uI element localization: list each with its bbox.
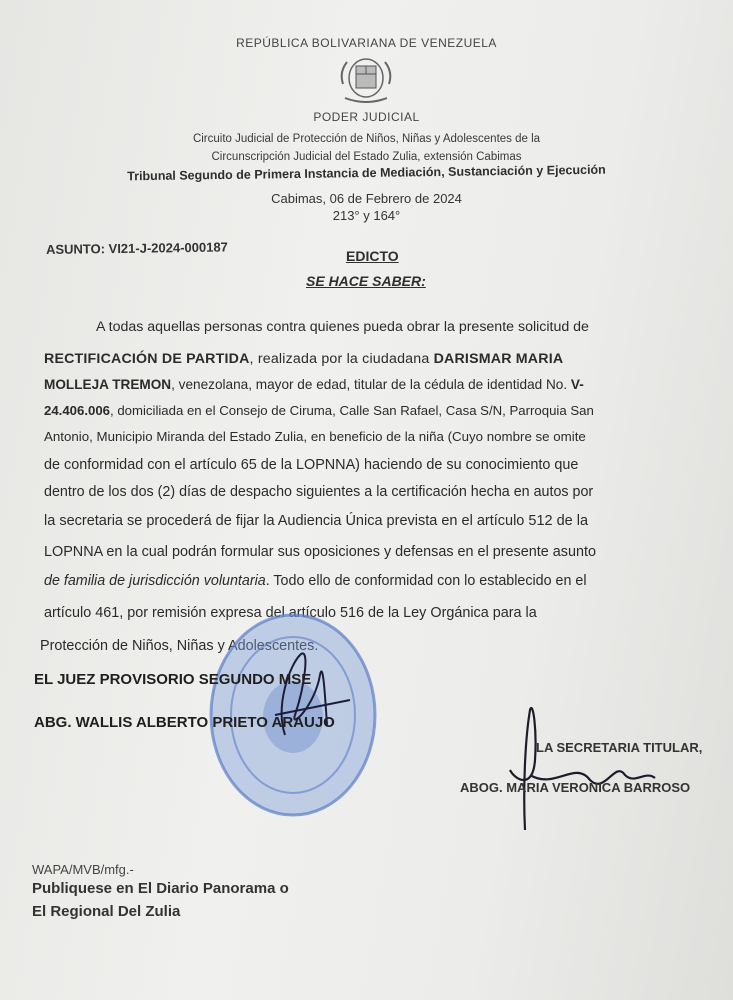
document-years: 213° y 164° bbox=[332, 208, 401, 223]
secretary-signature bbox=[495, 700, 665, 835]
body-line-8: la secretaria se procederá de fijar la Audiencia Única prevista en el artículo 512 de la bbox=[44, 513, 589, 529]
se-hace-saber-title: SE HACE SABER: bbox=[306, 273, 426, 289]
secretary-title: LA SECRETARIA TITULAR, bbox=[536, 740, 703, 755]
publish-line-1: Publiquese en El Diario Panorama o bbox=[32, 880, 289, 897]
body-line-5: Antonio, Municipio Miranda del Estado Zulia, en beneficio de la niña (Cuyo nombre se omite bbox=[44, 429, 586, 444]
body-line-10: de familia de jurisdicción voluntaria. Todo ello de conformidad con lo establecido en el bbox=[44, 573, 587, 589]
tribunal-heading: Tribunal Segundo de Primera Instancia de Mediación, Sustanciación y Ejecución bbox=[127, 162, 606, 184]
body-line-4: 24.406.006, domiciliada en el Consejo de Ciruma, Calle San Rafael, Casa S/N, Parroquia San bbox=[44, 403, 594, 418]
body-line-7: dentro de los dos (2) días de despacho siguientes a la certificación hecha en autos por bbox=[44, 484, 594, 500]
secretary-name: ABOG. MARIA VERONICA BARROSO bbox=[460, 780, 691, 795]
circuito-line-2: Circunscripción Judicial del Estado Zulia, extensión Cabimas bbox=[211, 151, 522, 163]
circuito-line-1: Circuito Judicial de Protección de Niños, Niñas y Adolescentes de la bbox=[192, 133, 541, 145]
body-line-2: RECTIFICACIÓN DE PARTIDA, realizada por la ciudadana DARISMAR MARIA bbox=[44, 351, 564, 367]
poder-judicial-heading: PODER JUDICIAL bbox=[313, 110, 420, 124]
judge-name: ABG. WALLIS ALBERTO PRIETO ARAUJO bbox=[34, 714, 335, 731]
republic-heading: REPÚBLICA BOLIVARIANA DE VENEZUELA bbox=[236, 36, 497, 50]
body-line-12: Protección de Niños, Niñas y Adolescentes. bbox=[40, 638, 319, 654]
publish-line-2: El Regional Del Zulia bbox=[32, 903, 181, 920]
edicto-title: EDICTO bbox=[346, 248, 399, 264]
coat-of-arms-seal bbox=[335, 54, 397, 106]
judge-title: EL JUEZ PROVISORIO SEGUNDO MSE bbox=[34, 671, 312, 688]
body-line-6: de conformidad con el artículo 65 de la LOPNNA) haciendo de su conocimiento que bbox=[44, 457, 579, 473]
body-line-9: LOPNNA en la cual podrán formular sus oposiciones y defensas en el presente asunto bbox=[44, 544, 596, 560]
body-line-3: MOLLEJA TREMON, venezolana, mayor de edad, titular de la cédula de identidad No. V- bbox=[44, 377, 584, 392]
body-line-11: artículo 461, por remisión expresa del artículo 516 de la Ley Orgánica para la bbox=[44, 605, 537, 621]
case-number: ASUNTO: VI21-J-2024-000187 bbox=[45, 239, 228, 257]
document-date: Cabimas, 06 de Febrero de 2024 bbox=[271, 191, 462, 206]
body-line-1: A todas aquellas personas contra quienes pueda obrar la presente solicitud de bbox=[96, 319, 589, 335]
footer-initials: WAPA/MVB/mfg.- bbox=[32, 862, 134, 877]
